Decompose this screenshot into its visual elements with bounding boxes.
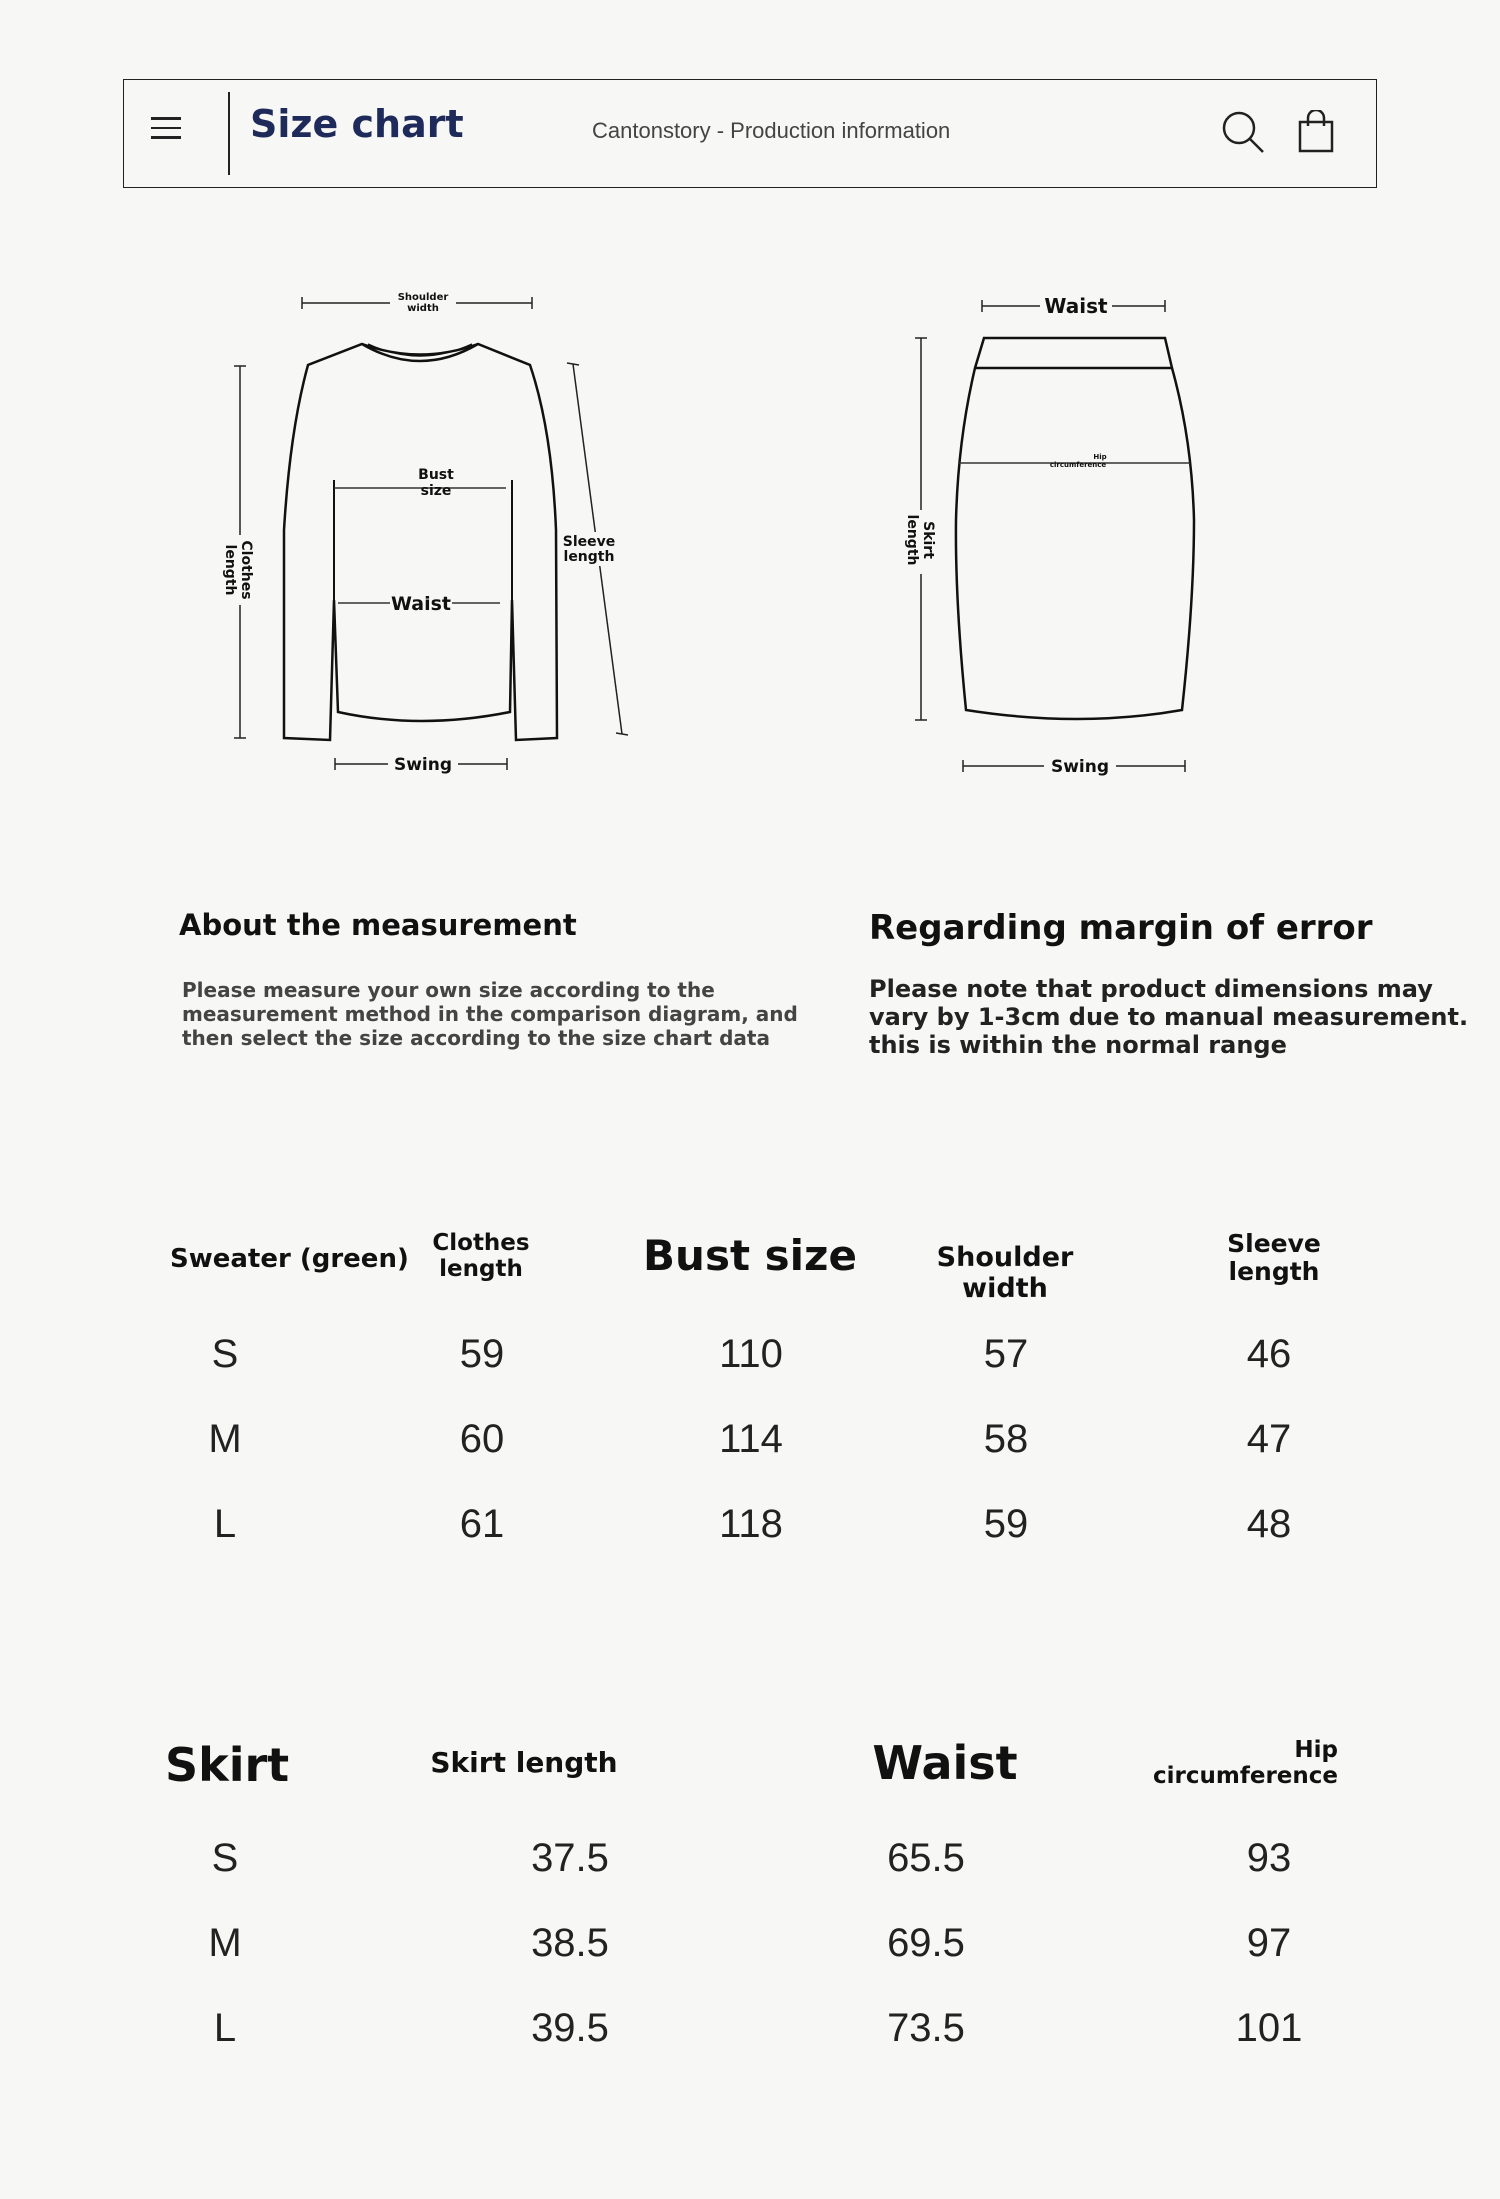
menu-icon[interactable] [151,117,183,149]
table-cell: 101 [1235,2006,1303,2050]
header-divider [228,92,230,175]
clothes-length-label-1: Clothes [238,540,254,600]
error-text [869,975,1468,1059]
table-cell: 93 [1246,1836,1292,1880]
error-line: this is within the normal range [869,1031,1287,1059]
sleeve-length-header [1214,1230,1334,1286]
hip-label-1: Hip [1093,453,1107,461]
error-line: vary by 1-3cm due to manual measurement. [869,1003,1469,1031]
sweater-diagram [220,292,628,776]
sleeve-length-header-line: Sleeve [1227,1229,1321,1258]
skirt-length-label-1: Skirt [920,521,936,559]
skirt-length-header: Skirt length [430,1746,618,1779]
table-cell: S [211,1836,239,1880]
table-cell: 97 [1246,1921,1292,1965]
error-line: Please note that product dimensions may [869,975,1433,1003]
skirt-length-label-2: length [904,514,920,566]
sleeve-length-header-line: length [1228,1257,1320,1286]
sleeve-length-label-2: length [563,549,615,565]
table-cell: L [213,2006,237,2050]
shoulder-width-header: Shoulder width [936,1242,1074,1304]
bust-label-2: size [420,483,452,499]
measurement-line: measurement method in the comparison diagram, and [182,1002,798,1026]
clothes-length-header [420,1230,542,1282]
sweater-outline [284,344,557,740]
table-cell: 114 [719,1417,783,1461]
table-cell: 38.5 [531,1921,609,1965]
table-cell: 73.5 [887,2006,965,2050]
clothes-length-header-line: Clothes [432,1230,530,1256]
skirt-outline [956,338,1194,719]
table-cell: 37.5 [531,1836,609,1880]
table-cell: 61 [459,1502,505,1546]
skirt-table-header: Skirt [165,1738,290,1792]
skirt-swing-label: Swing [1050,757,1110,777]
table-cell: 58 [983,1417,1029,1461]
sweater-swing-label: Swing [393,755,453,775]
page-subtitle: Cantonstory - Production information [592,118,951,143]
waist-label: Waist [390,593,452,615]
skirt-waist-label: Waist [1044,294,1108,318]
table-cell: 65.5 [887,1836,965,1880]
hip-label-2: circumference [1049,461,1107,469]
table-cell: 48 [1246,1502,1292,1546]
search-icon[interactable] [1221,110,1267,156]
header-bar [123,79,1377,188]
table-cell: S [211,1332,239,1376]
measurement-text [182,978,798,1050]
table-cell: 60 [459,1417,505,1461]
table-cell: 57 [983,1332,1029,1376]
shoulder-width-label-2: width [407,303,439,314]
skirt-diagram [900,294,1194,778]
table-cell: 47 [1246,1417,1292,1461]
bust-label-1: Bust [418,467,454,483]
table-cell: 110 [719,1332,783,1376]
table-cell: 46 [1246,1332,1292,1376]
measurement-heading: About the measurement [179,908,577,942]
bust-size-header: Bust size [643,1231,857,1280]
hip-header-line: circumference [1153,1763,1338,1789]
table-cell: 59 [459,1332,505,1376]
page-title: Size chart [250,102,464,146]
measurement-diagrams [0,270,1500,790]
table-cell: M [208,1921,242,1965]
measurement-line: then select the size according to the size chart data [182,1026,770,1050]
table-cell: 39.5 [531,2006,609,2050]
clothes-length-header-line: length [439,1256,523,1282]
skirt-waist-header: Waist [872,1736,1018,1790]
table-cell: 69.5 [887,1921,965,1965]
clothes-length-label-2: length [222,544,238,596]
table-cell: 59 [983,1502,1029,1546]
hip-circumference-header [1138,1737,1338,1789]
measurement-line: Please measure your own size according to the [182,978,715,1002]
hip-header-line: Hip [1294,1737,1338,1763]
sleeve-length-label-1: Sleeve [562,534,616,550]
error-heading: Regarding margin of error [869,908,1373,948]
shoulder-width-label-1: Shoulder [397,292,449,303]
bag-icon[interactable] [1296,110,1336,154]
table-cell: 118 [719,1502,783,1546]
table-cell: M [208,1417,242,1461]
sweater-table-header: Sweater (green) [170,1244,409,1274]
table-cell: L [213,1502,237,1546]
